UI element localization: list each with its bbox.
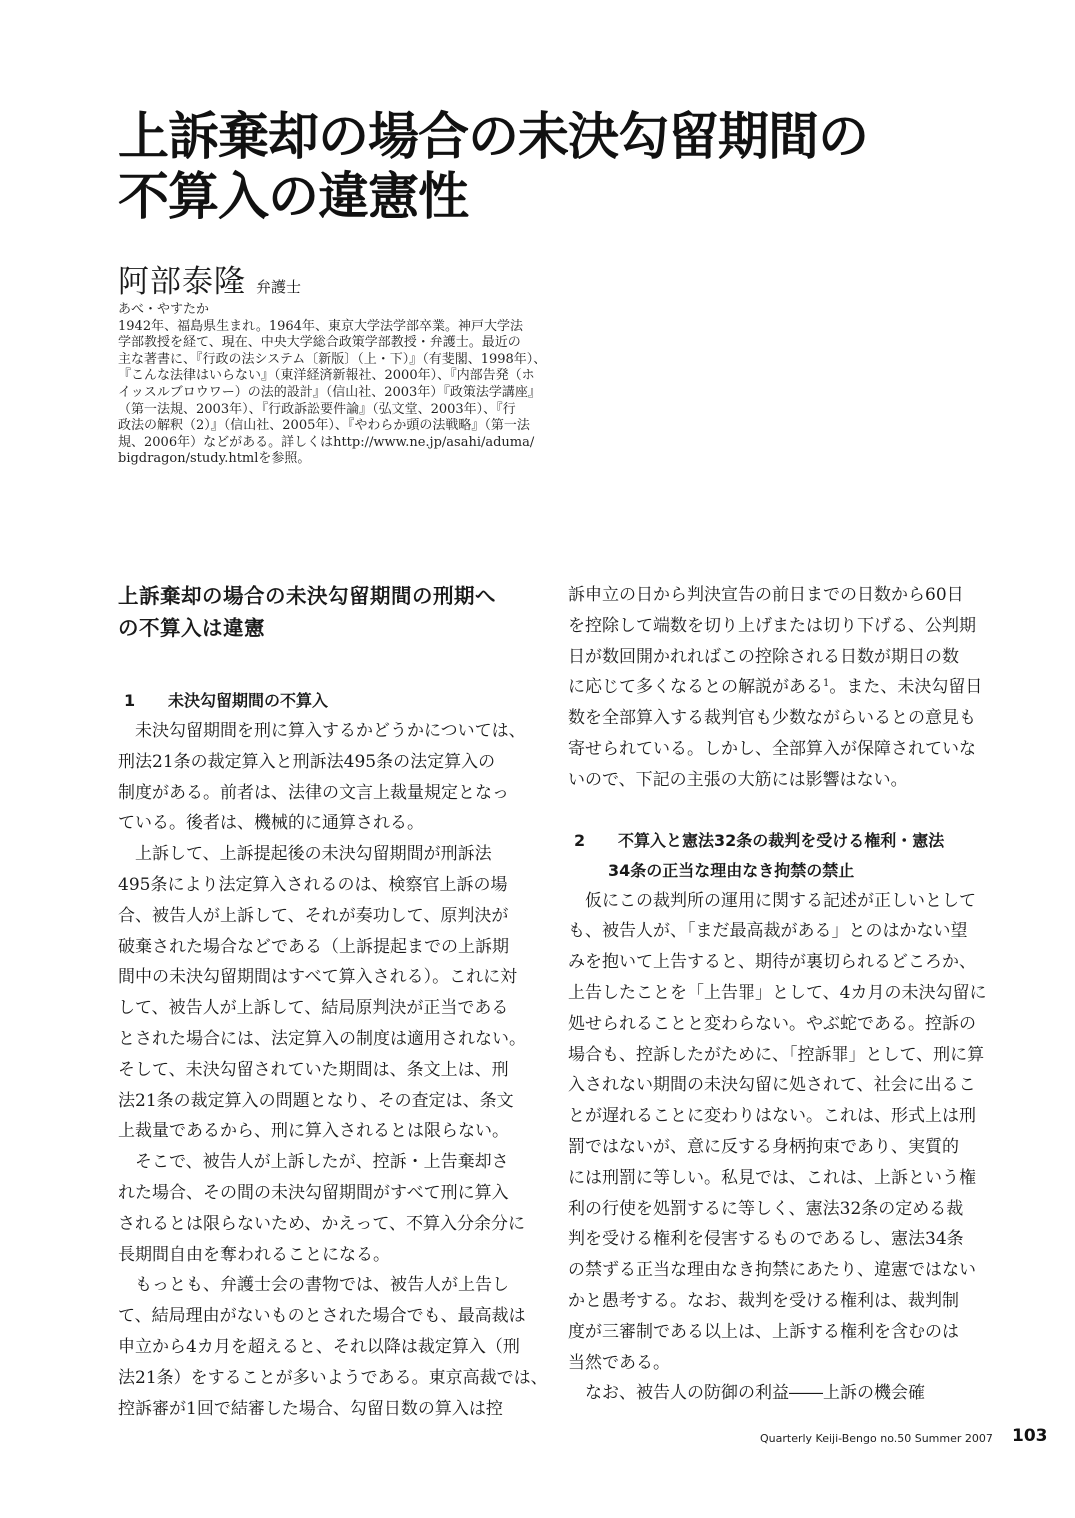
body-line: 長期間自由を奪われることになる。 (118, 1244, 390, 1265)
body-line: 日が数回開かれればこの控除される日数が期日の数 (568, 646, 959, 667)
author-byline (118, 256, 301, 301)
body-line: 利の行使を処罰するに等しく、憲法32条の定める裁 (568, 1198, 964, 1219)
right-column (568, 580, 988, 1409)
journal-footer: Quarterly Keiji-Bengo no.50 Summer 2007 (760, 1432, 993, 1445)
heading-number: 1 (124, 691, 136, 710)
bio-line: イッスルブロウワー）の法的設計』（信山社、2003年）『政策法学講座』 (118, 384, 541, 400)
body-line: 寄せられている。しかし、全部算入が保障されていな (568, 738, 976, 759)
heading-2 (568, 826, 988, 856)
body-line: を控除して端数を切り上げまたは切り下げる、公判期 (568, 615, 976, 636)
body-line: には刑罰に等しい。私見では、これは、上訴という権 (568, 1167, 976, 1188)
bio-line: 主な著書に、『行政の法システム〔新版〕（上・下）』（有斐閣、1998年）、 (118, 351, 547, 367)
author-bio (118, 302, 563, 468)
author-role: 弁護士 (256, 278, 302, 296)
body-line: なお、被告人の防御の利益――上訴の機会確 (568, 1383, 925, 1404)
body-line: の禁ずる正当な理由なき拘禁にあたり、違憲ではない (568, 1260, 976, 1281)
section-title-line: の不算入は違憲 (118, 616, 265, 640)
body-line: 未決勾留期間を刑に算入するかどうかについては、 (118, 721, 526, 741)
page-number: 103 (1012, 1426, 1048, 1446)
body-line: 破棄された場合などである（上訴提起までの上訴期 (118, 936, 509, 957)
body-line: 仮にこの裁判所の運用に関する記述が正しいとして (568, 890, 976, 911)
body-line: とが遅れることに変わりはない。これは、形式上は刑 (568, 1106, 976, 1127)
author-kana: あべ・やすたか (118, 302, 210, 317)
bio-line: （第一法規、2003年）、『行政訴訟要件論』（弘文堂、2003年）、『行 (118, 401, 516, 417)
body-line: もっとも、弁護士会の書物では、被告人が上告し (118, 1275, 509, 1296)
bio-line: 学部教授を経て、現在、中央大学総合政策学部教授・弁護士。最近の (118, 335, 521, 351)
section-title (118, 580, 538, 644)
body-line: そこで、被告人が上訴したが、控訴・上告棄却さ (118, 1152, 509, 1173)
article-title (118, 108, 1018, 228)
body-line: ている。後者は、機械的に通算される。 (118, 813, 424, 834)
heading-2-cont: 34条の正当な理由なき拘禁の禁止 (608, 860, 855, 880)
heading-text: 不算入と憲法32条の裁判を受ける権利・憲法 (618, 830, 945, 850)
body-line: 控訴審が1回で結審した場合、勾留日数の算入は控 (118, 1398, 503, 1419)
right-body-2 (568, 886, 988, 1410)
body-line: 当然である。 (568, 1352, 670, 1373)
body-line: 度が三審制である以上は、上訴する権利を含むのは (568, 1321, 959, 1342)
title-line: 不算入の違憲性 (118, 168, 469, 227)
body-line: みを抱いて上告すると、期待が裏切られるどころか、 (568, 952, 976, 973)
body-line: 入されない期間の未決勾留に処されて、社会に出るこ (568, 1075, 976, 1096)
bio-line: 規、2006年）などがある。詳しくはhttp://www.ne.jp/asahi/aduma/ (118, 434, 535, 450)
body-line: も、被告人が、「まだ最高裁がある」とのはかない望 (568, 921, 968, 942)
heading-1 (118, 686, 538, 716)
author-name: 阿部泰隆 (118, 264, 246, 300)
body-line: 上裁量であるから、刑に算入されるとは限らない。 (118, 1121, 509, 1142)
body-line: て、結局理由がないものとされた場合でも、最高裁は (118, 1306, 526, 1327)
body-line: とされた場合には、法定算入の制度は適用されない。 (118, 1028, 526, 1049)
body-line (568, 672, 988, 703)
body-text: 。また、未決勾留日 (829, 677, 983, 698)
footnote-ref: 1 (823, 678, 830, 690)
body-line: かと愚考する。なお、裁判を受ける権利は、裁判制 (568, 1290, 959, 1311)
body-text: に応じて多くなるとの解説がある (568, 677, 823, 698)
body-line: 場合も、控訴したがために、「控訴罪」として、刑に算 (568, 1044, 985, 1065)
body-line: 刑法21条の裁定算入と刑訴法495条の法定算入の (118, 751, 496, 772)
right-body-1 (568, 580, 988, 796)
body-line: 合、被告人が上訴して、それが奏功して、原判決が (118, 905, 509, 926)
body-line: 法21条の裁定算入の問題となり、その査定は、条文 (118, 1090, 514, 1111)
body-line: 間中の未決勾留期間はすべて算入される）。これに対 (118, 967, 518, 988)
body-line: 罰ではないが、意に反する身柄拘束であり、実質的 (568, 1136, 959, 1157)
body-line: そして、未決勾留されていた期間は、条文上は、刑 (118, 1059, 509, 1080)
body-line: 上告したことを「上告罪」として、4カ月の未決勾留に (568, 982, 987, 1003)
bio-line: 『こんな法律はいらない』（東洋経済新報社、2000年）、『内部告発（ホ (118, 368, 535, 384)
body-line: して、被告人が上訴して、結局原判決が正当である (118, 998, 509, 1019)
body-line: 上訴して、上訴提起後の未決勾留期間が刑訴法 (118, 844, 492, 865)
bio-line: bigdragon/study.htmlを参照。 (118, 451, 311, 467)
heading-number: 2 (574, 830, 586, 850)
body-line: 法21条）をすることが多いようである。東京高裁では、 (118, 1367, 548, 1388)
body-line: れた場合、その間の未決勾留期間がすべて刑に算入 (118, 1182, 509, 1203)
body-line: 処せられることと変わらない。やぶ蛇である。控訴の (568, 1013, 976, 1034)
title-line: 上訴棄却の場合の未決勾留期間の (118, 108, 869, 167)
left-body (118, 716, 548, 1424)
left-column (118, 580, 548, 1424)
bio-line: 政法の解釈（2）』（信山社、2005年）、『やわらか頭の法戦略』（第一法 (118, 418, 530, 434)
body-line: 申立から4カ月を超えると、それ以降は裁定算入（刑 (118, 1336, 520, 1357)
heading-text: 未決勾留期間の不算入 (168, 691, 329, 710)
body-line: いので、下記の主張の大筋には影響はない。 (568, 769, 908, 790)
body-line: 制度がある。前者は、法律の文言上裁量規定となっ (118, 782, 509, 803)
body-line: 訴申立の日から判決宣告の前日までの日数から60日 (568, 585, 964, 605)
body-line: されるとは限らないため、かえって、不算入分余分に (118, 1213, 525, 1234)
body-line: 判を受ける権利を侵害するものであるし、憲法34条 (568, 1229, 964, 1250)
section-title-line: 上訴棄却の場合の未決勾留期間の刑期へ (118, 584, 496, 608)
body-line: 数を全部算入する裁判官も少数ながらいるとの意見も (568, 708, 976, 729)
body-line: 495条により法定算入されるのは、検察官上訴の場 (118, 874, 508, 895)
bio-line: 1942年、福島県生まれ。1964年、東京大学法学部卒業。神戸大学法 (118, 318, 523, 334)
